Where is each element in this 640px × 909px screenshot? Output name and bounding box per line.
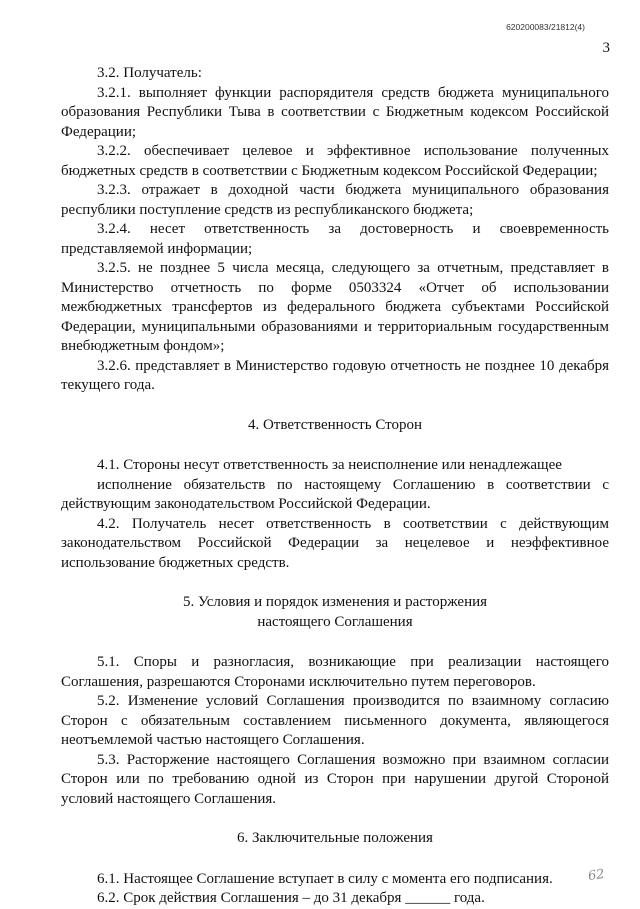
clause-3-2-3: 3.2.3. отражает в доходной части бюджета муниципального образования республики поступление средств из республиканского бюджета; <box>61 182 609 218</box>
handwritten-page-mark: 62 <box>587 866 606 885</box>
section-5-heading-line1: 5. Условия и порядок изменения и расторжения <box>182 594 488 610</box>
clause-3-2-5: 3.2.5. не позднее 5 числа месяца, следующего за отчетным, представляет в Министерство отчетность по форме 0503324 «Отчет об использовании межбюджетных трансфертов из федерального бюджета субъектами Российской Федерации, муниципальными образованиями и территориальным государственным внебюджетным фондом»; <box>61 260 609 354</box>
clause-3-2-4: 3.2.4. несет ответственность за достоверность и своевременность представляемой информации; <box>61 221 609 257</box>
clause-3-2: 3.2. Получатель: <box>97 65 202 81</box>
section-4-heading: 4. Ответственность Сторон <box>247 416 423 433</box>
clause-6-1: 6.1. Настоящее Соглашение вступает в силу с момента его подписания. <box>97 870 553 887</box>
document-body <box>61 64 609 909</box>
section-5-heading <box>61 593 609 632</box>
section-6-heading: 6. Заключительные положения <box>237 830 433 846</box>
clause-4-1-continuation: исполнение обязательств по настоящему Соглашению в соответствии с действующим законодательством Российской Федерации. <box>61 476 609 512</box>
clause-6-2: 6.2. Срок действия Соглашения – до 31 декабря ______ года. <box>97 890 485 906</box>
clause-3-2-1: 3.2.1. выполняет функции распорядителя средств бюджета муниципального образования Республики Тыва в соответствии с Бюджетным кодексом Российской Федерации; <box>61 84 609 140</box>
document-id: 620200083/21812(4) <box>506 22 585 32</box>
clause-4-2: 4.2. Получатель несет ответственность в соответствии с действующим законодательством Российской Федерации за нецелевое и неэффективное использование бюджетных средств. <box>61 515 609 571</box>
section-5-heading-line2: настоящего Соглашения <box>257 613 413 630</box>
clause-3-2-6: 3.2.6. представляет в Министерство годовую отчетность не позднее 10 декабря текущего года. <box>61 357 609 393</box>
clause-3-2-2: 3.2.2. обеспечивает целевое и эффективное использование полученных бюджетных средств в соответствии с Бюджетным кодексом Российской Федерации; <box>61 143 609 179</box>
clause-4-1-first-line: 4.1. Стороны несут ответственность за неисполнение или ненадлежащее <box>97 457 562 473</box>
page-number: 3 <box>602 40 610 56</box>
clause-5-1: 5.1. Споры и разногласия, возникающие при реализации настоящего Соглашения, разрешаются Сторонами исключительно путем переговоров. <box>61 654 609 690</box>
clause-5-3: 5.3. Расторжение настоящего Соглашения возможно при взаимном согласии Сторон или по требованию одной из Сторон при нарушении другой Стороной условий настоящего Соглашения. <box>61 751 609 807</box>
clause-5-2: 5.2. Изменение условий Соглашения производится по взаимному согласию Сторон с обязательным составлением письменного документа, являющегося неотъемлемой частью настоящего Соглашения. <box>61 693 609 748</box>
